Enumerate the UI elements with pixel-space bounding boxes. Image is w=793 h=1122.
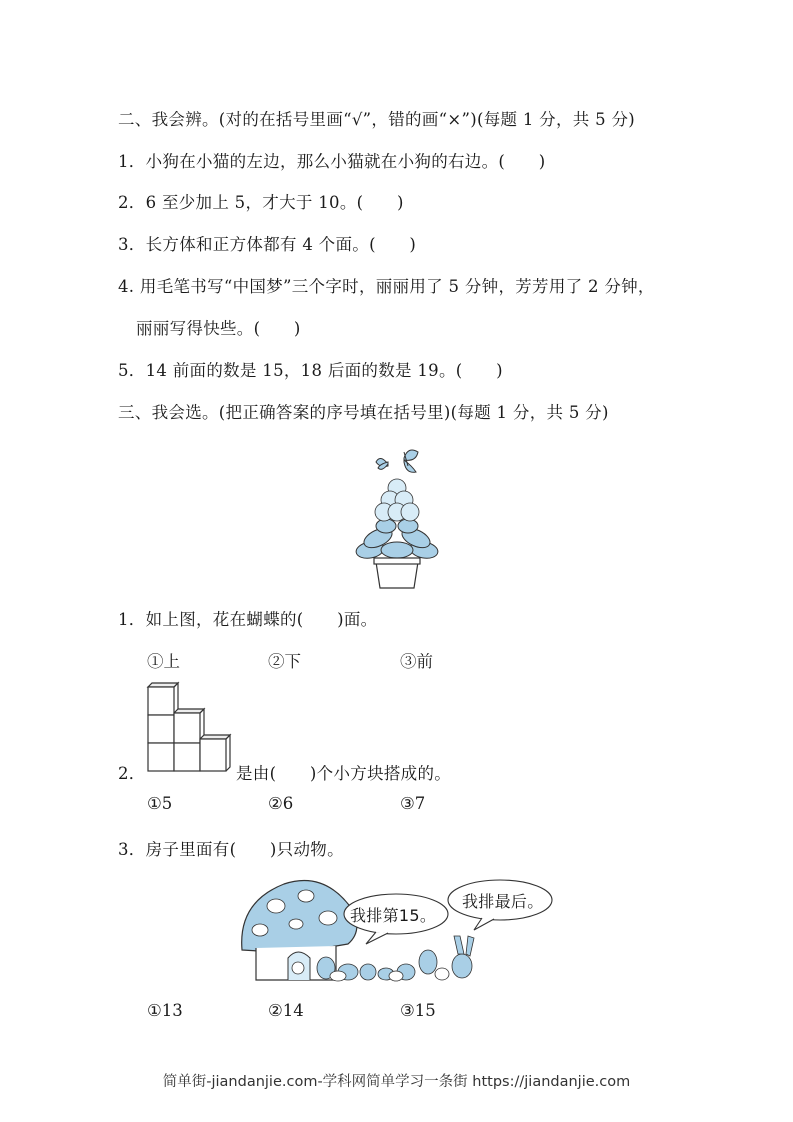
judge-item-3: 3．长方体和正方体都有 4 个面。( ) bbox=[118, 235, 417, 254]
q3-option-c: ③15 bbox=[400, 1001, 436, 1020]
q1-option-c: ③前 bbox=[400, 652, 433, 671]
choice-q3: 3．房子里面有( )只动物。 bbox=[118, 840, 344, 859]
choice-q2-number: 2． bbox=[118, 764, 146, 783]
judge-item-2: 2．6 至少加上 5，才大于 10。( ) bbox=[118, 193, 404, 212]
q2-option-b: ②6 bbox=[268, 794, 294, 813]
q3-option-b: ②14 bbox=[268, 1001, 304, 1020]
flower-butterfly-illustration bbox=[352, 446, 442, 592]
q2-option-a: ①5 bbox=[147, 794, 173, 813]
block-staircase-figure bbox=[144, 683, 236, 775]
speech-bubble-1: 我排第15。 bbox=[350, 906, 437, 925]
q1-option-b: ②下 bbox=[268, 652, 301, 671]
choice-q1: 1．如上图，花在蝴蝶的( )面。 bbox=[118, 610, 378, 629]
choice-q2-text: 是由( )个小方块搭成的。 bbox=[236, 764, 452, 783]
judge-item-4-cont: 丽丽写得快些。( ) bbox=[136, 319, 301, 338]
section3-heading: 三、我会选。(把正确答案的序号填在括号里)(每题 1 分，共 5 分) bbox=[118, 403, 609, 422]
speech-bubble-2: 我排最后。 bbox=[462, 892, 544, 911]
judge-item-5: 5．14 前面的数是 15，18 后面的数是 19。( ) bbox=[118, 361, 503, 380]
judge-item-1: 1．小狗在小猫的左边，那么小猫就在小狗的右边。( ) bbox=[118, 152, 546, 171]
section2-heading: 二、我会辨。(对的在括号里画“√”，错的画“×”)(每题 1 分，共 5 分) bbox=[118, 110, 636, 129]
q2-option-c: ③7 bbox=[400, 794, 426, 813]
page-footer: 简单街-jiandanjie.com-学科网简单学习一条街 https://jiandanjie.com bbox=[162, 1074, 631, 1090]
q3-option-a: ①13 bbox=[147, 1001, 183, 1020]
judge-item-4: 4. 用毛笔书写“中国梦”三个字时，丽丽用了 5 分钟，芳芳用了 2 分钟， bbox=[118, 277, 655, 296]
q1-option-a: ①上 bbox=[147, 652, 180, 671]
